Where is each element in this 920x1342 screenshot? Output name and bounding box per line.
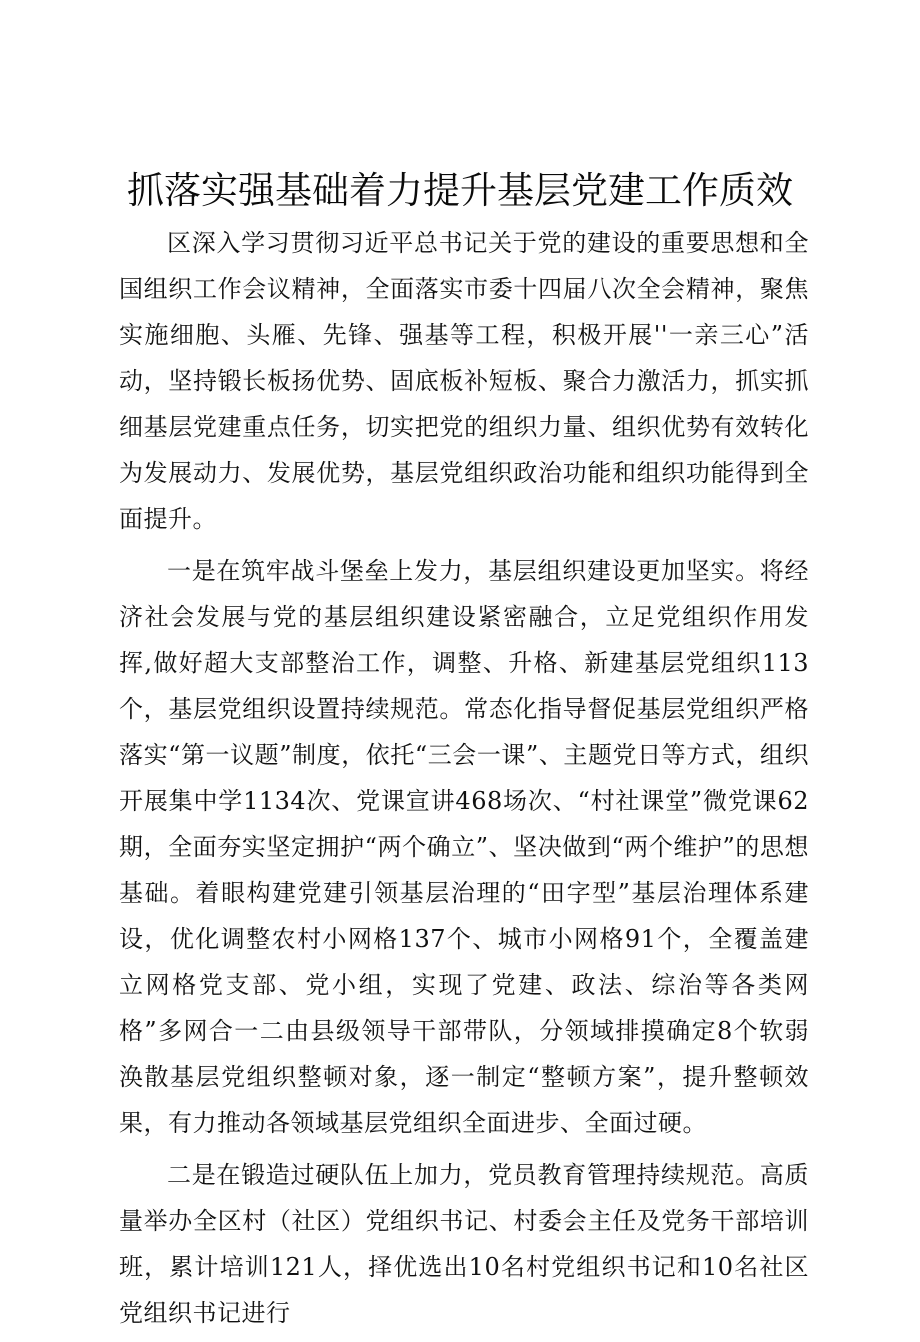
- paragraph-first-point: 一是在筑牢战斗堡垒上发力，基层组织建设更加坚实。将经济社会发展与党的基层组织建设紧密融合，立足党组织作用发挥,做好超大支部整治工作，调整、升格、新建基层党组织113个，基层党组织设置持续规范。常态化指导督促基层党组织严格落实“第一议题”制度，依托“三会一课”、主题党日等方式，组织开展集中学1134次、党课宣讲468场次、“村社课堂”微党课62期，全面夯实坚定拥护“两个确立”、坚决做到“两个维护”的思想基础。着眼构建党建引领基层治理的“田字型”基层治理体系建设，优化调整农村小网格137个、城市小网格91个，全覆盖建立网格党支部、党小组，实现了党建、政法、综治等各类网格”多网合一二由县级领导干部带队，分领域排摸确定8个软弱涣散基层党组织整顿对象，逐一制定“整顿方案”，提升整顿效果，有力推动各领域基层党组织全面进步、全面过硬。: [119, 557, 809, 1137]
- paragraph-intro: 区深入学习贯彻习近平总书记关于党的建设的重要思想和全国组织工作会议精神，全面落实市委十四届八次全会精神，聚焦实施细胞、头雁、先锋、强基等工程，积极开展''一亲三心”活动，坚持锻长板扬优势、固底板补短板、聚合力激活力，抓实抓细基层党建重点任务，切实把党的组织力量、组织优势有效转化为发展动力、发展优势，基层党组织政治功能和组织功能得到全面提升。: [119, 229, 809, 533]
- document-title: 抓落实强基础着力提升基层党建工作质效: [127, 169, 793, 212]
- document-body: [119, 220, 809, 1342]
- paragraph-second-point: 二是在锻造过硬队伍上加力，党员教育管理持续规范。高质量举办全区村（社区）党组织书记、村委会主任及党务干部培训班，累计培训121人，择优选出10名村党组织书记和10名社区党组织书记进行: [119, 1161, 809, 1327]
